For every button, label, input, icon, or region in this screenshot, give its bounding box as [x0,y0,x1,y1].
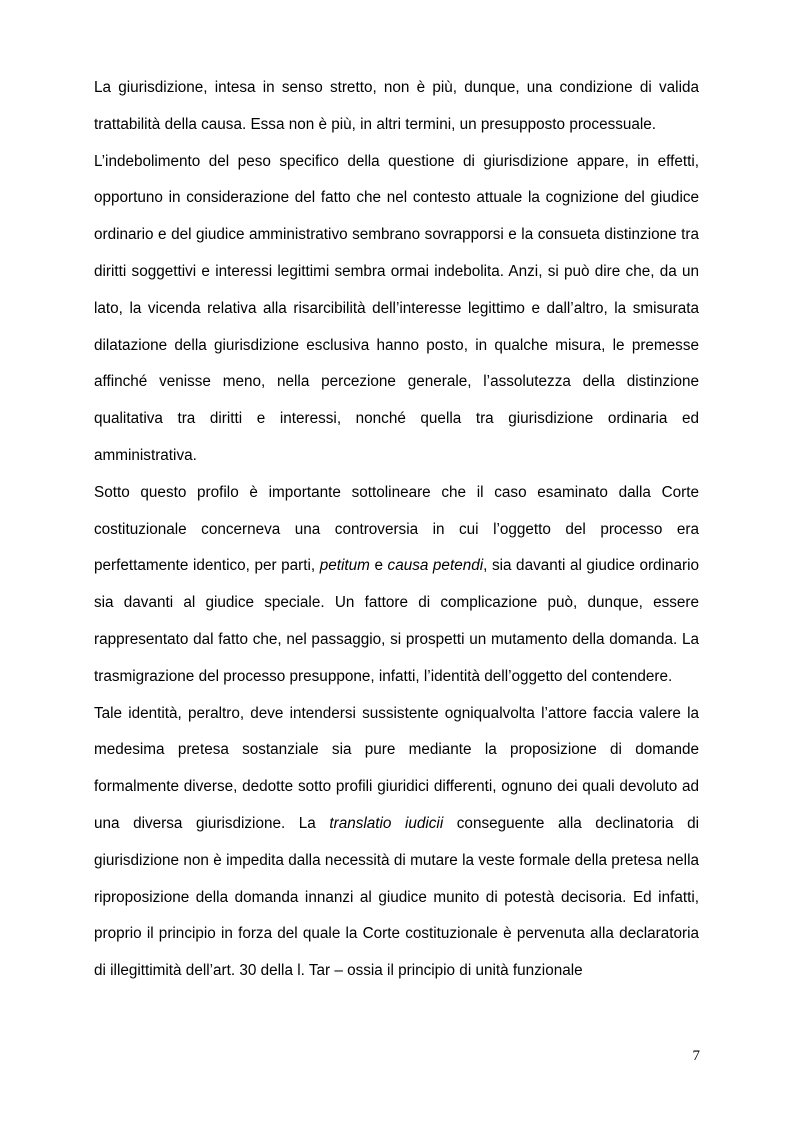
italic-term: petitum [319,557,370,575]
body-text [94,70,699,990]
paragraph [94,144,699,475]
paragraph [94,70,699,144]
paragraph [94,475,699,696]
text-run: , sia davanti al giudice ordinario sia davanti al giudice speciale. Un fattore di complicazione può, dunque, essere rappresentato dal fatto che, nel passaggio, si prospetti un mutamento della domanda. La trasmigrazione del processo presuppone, infatti, l’identità dell’oggetto del contendere. [94,557,699,685]
italic-term: translatio iudicii [329,814,444,832]
text-run: conseguente alla declinatoria di giurisdizione non è impedita dalla necessità di mutare la veste formale della pretesa nella riproposizione della domanda innanzi al giudice munito di potestà decisoria. Ed infatti, proprio il principio in forza del quale la Corte costituzionale è pervenuta alla declaratoria di illegittimità dell’art. 30 della l. Tar – ossia il principio di unità funzionale [94,814,699,980]
text-run: e [369,557,388,575]
paragraph [94,696,699,990]
text-run: Sotto questo profilo è importante sottolineare che il caso esaminato dalla Corte costituzionale concerneva una controversia in cui l’oggetto del processo era perfettamente identico, per parti, [94,483,699,575]
page-number: 7 [692,1048,700,1064]
text-run: L’indebolimento del peso specifico della questione di giurisdizione appare, in effetti, opportuno in considerazione del fatto che nel contesto attuale la cognizione del giudice ordinario e del giudice amministrativo sembrano sovrapporsi e la consueta distinzione tra diritti soggettivi e interessi legittimi sembra ormai indebolita. Anzi, si può dire che, da un lato, la vicenda relativa alla risarcibilità dell’interesse legittimo e dall’altro, la smisurata dilatazione della giurisdizione esclusiva hanno posto, in qualche misura, le premesse affinché venisse meno, nella percezione generale, l’assolutezza della distinzione qualitativa tra diritti e interessi, nonché quella tra giurisdizione ordinaria ed amministrativa. [94,152,699,464]
italic-term: causa petendi [387,557,484,575]
text-run: La giurisdizione, intesa in senso stretto, non è più, dunque, una condizione di valida trattabilità della causa. Essa non è più, in altri termini, un presupposto processuale. [94,79,699,133]
text-run: Tale identità, peraltro, deve intendersi sussistente ogniqualvolta l’attore faccia valere la medesima pretesa sostanziale sia pure mediante la proposizione di domande formalmente diverse, dedotte sotto profili giuridici differenti, ognuno dei quali devoluto ad una diversa giurisdizione. La [94,704,699,832]
